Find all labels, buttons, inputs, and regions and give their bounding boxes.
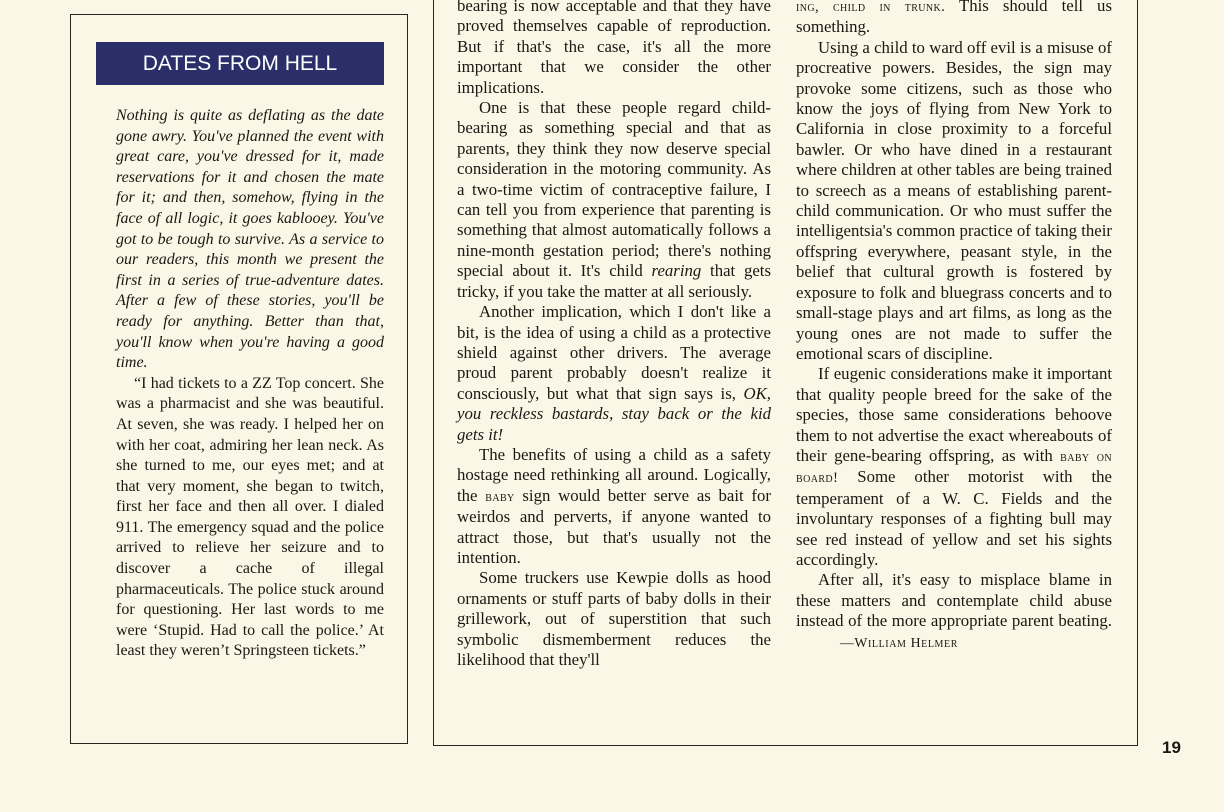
byline: —William Helmer: [840, 634, 959, 650]
paragraph: Using a child to ward off evil is a misuse of procreative powers. Besides, the sign may provoke some citizens, such as those who know the joys of flying from New York to California in close proximity to a forceful bawler. Or who have dined in a restaurant where children at other tables are being trained to screech as a means of establishing parent-child communication. Or who must suffer the intelligentsia's common practice of taking their offspring everywhere, peasant style, in the belief that cultural growth is fostered by exposure to folk and bluegrass concerts and to small-stage plays and art films, as long as the young ones are not made to suffer the emotional scars of discipline.: [796, 37, 1112, 363]
sidebar-intro: Nothing is quite as deflating as the date gone awry. You've planned the event with great care, you've dressed for it, made reservations for it and chosen the mate for it; and then, somehow, flying in the face of all logic, it goes kablooey. You've got to be tough to survive. As a service to our readers, this month we present the first in a series of true-adventure dates. After a few of these stories, you'll be ready for anything. Better than that, you'll know when you're having a good time.: [116, 107, 384, 372]
paragraph: ing, child in trunk. This should tell us something.: [796, 0, 1112, 37]
paragraph: Some truckers use Kewpie dolls as hood ornaments or stuff parts of baby dolls in their grillework, out of superstition that such symbolic dismemberment reduces the likelihood that they'll: [457, 568, 771, 669]
article-column-2: [796, 0, 1112, 653]
article-column-1: [457, 0, 771, 670]
sidebar-title: DATES FROM HELL: [96, 42, 384, 85]
paragraph: Another implication, which I don't like a bit, is the idea of using a child as a protective shield against other drivers. The average proud parent probably doesn't realize it consciously, but what that sign says is, OK, you reckless bastards, stay back or the kid gets it!: [457, 302, 771, 444]
page-number: 19: [1162, 738, 1181, 757]
paragraph: If eugenic considerations make it important that quality people breed for the sake of the species, those same considerations behoove them to not advertise the exact whereabouts of their gene-bearing offspring, as with baby on board! Some other motorist with the temperament of a W. C. Fields and the involuntary responses of a fighting bull may see red instead of yellow and set his sights accordingly.: [796, 364, 1112, 569]
paragraph: One is that these people regard child-bearing as something special and that as parents, they think they now deserve special consideration in the motoring community. As a two-time victim of contraceptive failure, I can tell you from experience that parenting is something that almost automatically follows a nine-month gestation period; there's nothing special about it. It's child rearing that gets tricky, if you take the matter at all seriously.: [457, 98, 771, 301]
sidebar-body: [116, 106, 384, 662]
paragraph: bearing is now acceptable and that they have proved themselves capable of reproduction. But if that's the case, it's all the more important that we consider the other implications.: [457, 0, 771, 97]
sidebar-box: [70, 14, 408, 744]
paragraph: After all, it's easy to misplace blame in these matters and contemplate child abuse instead of the more appropriate parent beating.—William Helmer: [796, 570, 1112, 650]
sidebar-quote: “I had tickets to a ZZ Top concert. She was a pharmacist and she was beautiful. At seven, she was ready. I helped her on with her coat, admiring her lean neck. As she turned to me, our eyes met; and at that very moment, she began to twitch, first her face and then all over. I dialed 911. The emergency squad and the police arrived to relieve her seizure and to discover a cache of illegal pharmaceuticals. The police stuck around for questioning. Her last words to me were ‘Stupid. Had to call the police.’ At least they weren’t Springsteen tickets.”: [116, 374, 384, 660]
paragraph: The benefits of using a child as a safety hostage need rethinking all around. Logically, the baby sign would better serve as bait for weirdos and perverts, if anyone wanted to attract those, but that's usually not the intention.: [457, 444, 771, 567]
